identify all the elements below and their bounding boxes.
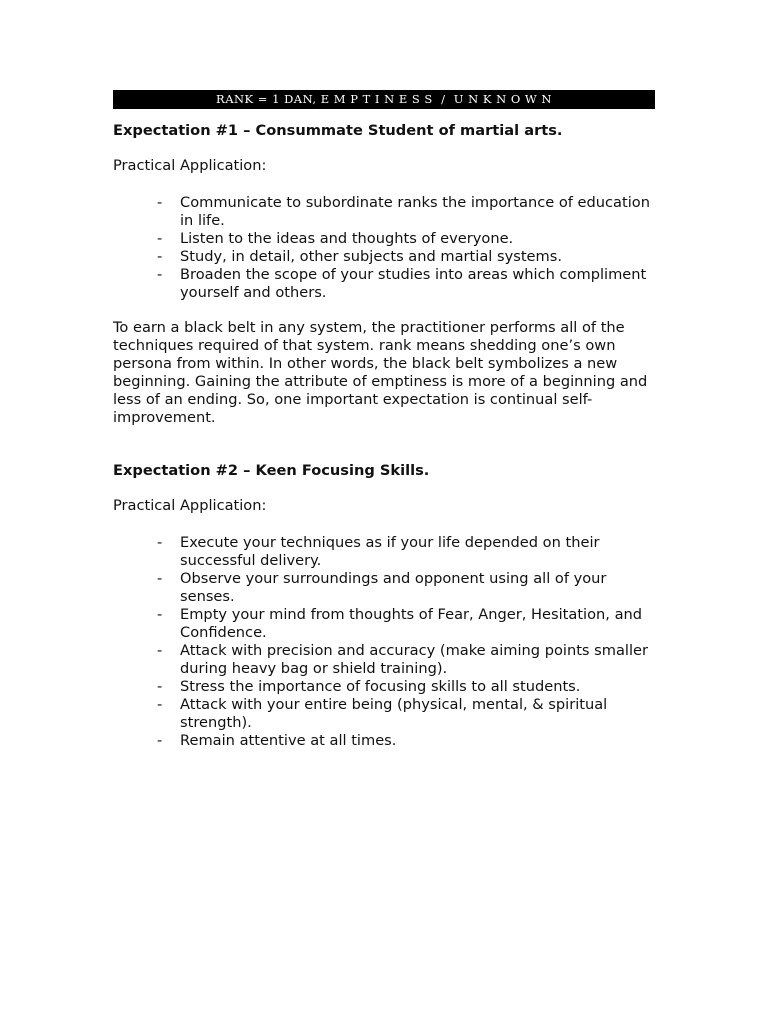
list-item-text: Communicate to subordinate ranks the importance of education in life. [180, 194, 650, 229]
list-item-text: Execute your techniques as if your life depended on their successful delivery. [180, 534, 600, 569]
list-item-text: Stress the importance of focusing skills to all students. [180, 678, 581, 695]
list-item-text: Broaden the scope of your studies into areas which compliment yourself and others. [180, 266, 647, 301]
bullet-dash: - [157, 606, 163, 623]
bullet-dash: - [157, 642, 163, 659]
bullet-dash: - [157, 248, 163, 265]
expectation-2-list [113, 534, 658, 750]
expectation-1-heading: Expectation #1 – Consummate Student of martial arts. [113, 122, 563, 139]
list-item [113, 248, 658, 266]
expectation-2-heading: Expectation #2 – Keen Focusing Skills. [113, 462, 430, 479]
list-item [113, 534, 658, 570]
bullet-dash: - [157, 732, 163, 749]
list-item [113, 266, 658, 302]
bullet-dash: - [157, 194, 163, 211]
document-body [113, 121, 658, 750]
list-item [113, 678, 658, 696]
list-item [113, 570, 658, 606]
bullet-dash: - [157, 230, 163, 247]
bullet-dash: - [157, 534, 163, 551]
list-item-text: Empty your mind from thoughts of Fear, Anger, Hesitation, and Confidence. [180, 606, 643, 641]
list-item [113, 230, 658, 248]
list-item [113, 732, 658, 750]
list-item-text: Listen to the ideas and thoughts of everyone. [180, 230, 514, 247]
bullet-dash: - [157, 678, 163, 695]
practical-application-label-1: Practical Application: [113, 157, 267, 174]
bullet-dash: - [157, 696, 163, 713]
list-item-text: Attack with precision and accuracy (make aiming points smaller during heavy bag or shield training). [180, 642, 649, 677]
bullet-dash: - [157, 266, 163, 283]
bullet-dash: - [157, 570, 163, 587]
list-item-text: Observe your surroundings and opponent using all of your senses. [180, 570, 607, 605]
rank-banner: RANK = 1 DAN, E M P T I N E S S / U N K N O W N [113, 90, 655, 109]
list-item-text: Remain attentive at all times. [180, 732, 397, 749]
list-item-text: Study, in detail, other subjects and martial systems. [180, 248, 562, 265]
emptiness-paragraph: To earn a black belt in any system, the practitioner performs all of the techniques required of that system. rank means shedding one’s own persona from within. In other words, the black belt symbolizes a new beginning. Gaining the attribute of emptiness is more of a beginning and less of an ending. So, one important expectation is continual self-improvement. [113, 319, 648, 426]
expectation-1-list [113, 194, 658, 302]
list-item-text: Attack with your entire being (physical, mental, & spiritual strength). [180, 696, 608, 731]
list-item [113, 642, 658, 678]
list-item [113, 606, 658, 642]
list-item [113, 194, 658, 230]
practical-application-label-2: Practical Application: [113, 497, 267, 514]
list-item [113, 696, 658, 732]
